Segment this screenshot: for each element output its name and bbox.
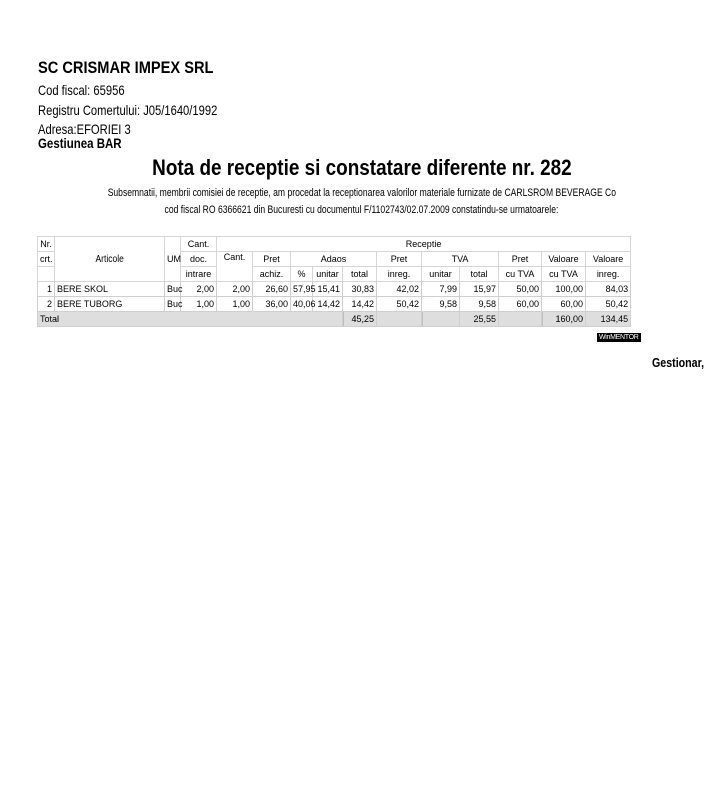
- col-header-cant-doc-2: doc.: [181, 252, 217, 267]
- intro-line-2-text: cod fiscal RO 6366621 din Bucuresti cu documentul F/1102743/02.07.2009 constatindu-se urmatoarele:: [164, 204, 559, 216]
- totals-empty: [499, 312, 542, 327]
- cell-cant: 2,00: [217, 282, 253, 297]
- cell-adaos-pct: 57,95: [291, 282, 313, 297]
- trade-registry-text: Registru Comertului: J05/1640/1992: [38, 102, 218, 118]
- cell-pret-cu-tva: 50,00: [499, 282, 542, 297]
- company-name-text: SC CRISMAR IMPEX SRL: [38, 58, 214, 77]
- address-text: Adresa:EFORIEI 3: [38, 121, 131, 137]
- cell-valoare-cu-tva: 60,00: [542, 297, 586, 312]
- cell-tva-total: 9,58: [460, 297, 499, 312]
- intro-line-1: [0, 187, 723, 199]
- totals-adaos-total: 45,25: [343, 312, 377, 327]
- cell-tva-unitar: 7,99: [422, 282, 460, 297]
- cell-adaos-total: 14,42: [343, 297, 377, 312]
- intro-line-1-text: Subsemnatii, membrii comisiei de receptie, am procedat la receptionarea valorilor materiale furnizate de CARLSROM BEVERAGE Co: [107, 187, 616, 199]
- cell-adaos-total: 30,83: [343, 282, 377, 297]
- fiscal-code-text: Cod fiscal: 65956: [38, 82, 125, 98]
- col-header-cant: Cant.: [217, 252, 253, 282]
- cell-pret-achiz: 36,00: [253, 297, 291, 312]
- manager-signature-label: [652, 355, 716, 370]
- trade-registry: [38, 102, 262, 118]
- col-header-pret-achiz-2: achiz.: [253, 267, 291, 282]
- software-brand-label: WinMENTOR: [599, 334, 639, 341]
- col-header-pret-inreg: Pret: [377, 252, 422, 267]
- col-header-tva-total: total: [460, 267, 499, 282]
- totals-valoare-inreg: 134,45: [586, 312, 631, 327]
- col-header-adaos-pct: %: [291, 267, 313, 282]
- col-header-articole-text: Articole: [95, 253, 124, 265]
- totals-valoare-cu-tva: 160,00: [542, 312, 586, 327]
- cell-um: Buc: [165, 282, 181, 297]
- cell-articol: BERE SKOL: [55, 282, 165, 297]
- cell-pret-inreg: 42,02: [377, 282, 422, 297]
- col-header-pret-cu-tva: Pret: [499, 252, 542, 267]
- totals-row: [38, 312, 631, 327]
- totals-empty: [422, 312, 460, 327]
- cell-valoare-cu-tva: 100,00: [542, 282, 586, 297]
- cell-adaos-pct: 40,06: [291, 297, 313, 312]
- cell-pret-achiz: 26,60: [253, 282, 291, 297]
- company-name: [38, 58, 242, 78]
- cell-cant-doc: 1,00: [181, 297, 217, 312]
- table-row: [38, 282, 631, 297]
- cell-tva-total: 15,97: [460, 282, 499, 297]
- totals-label: Total: [38, 312, 343, 327]
- col-header-blank: [38, 267, 55, 282]
- cell-cant-doc: 2,00: [181, 282, 217, 297]
- reception-table: [37, 236, 631, 327]
- cell-tva-unitar: 9,58: [422, 297, 460, 312]
- cell-um: Buc: [165, 297, 181, 312]
- manager-signature-text: Gestionar,: [652, 355, 705, 370]
- cell-valoare-inreg: 84,03: [586, 282, 631, 297]
- col-header-adaos-total: total: [343, 267, 377, 282]
- col-header-tva-unitar: unitar: [422, 267, 460, 282]
- cell-valoare-inreg: 50,42: [586, 297, 631, 312]
- table-header-row-1: [38, 237, 631, 252]
- document-title: [0, 155, 723, 181]
- table-row: [38, 297, 631, 312]
- col-header-adaos: Adaos: [291, 252, 377, 267]
- cell-nr: 2: [38, 297, 55, 312]
- col-header-articole: [55, 237, 165, 282]
- management-unit: [38, 135, 140, 151]
- col-header-nr: Nr.: [38, 237, 55, 252]
- col-header-valoare-inreg: Valoare: [586, 252, 631, 267]
- cell-articol: BERE TUBORG: [55, 297, 165, 312]
- col-header-pret-inreg-2: inreg.: [377, 267, 422, 282]
- col-header-um: UM: [165, 237, 181, 282]
- cell-pret-inreg: 50,42: [377, 297, 422, 312]
- col-header-valoare-cu-tva: Valoare: [542, 252, 586, 267]
- col-header-adaos-unitar: unitar: [313, 267, 343, 282]
- cell-pret-cu-tva: 60,00: [499, 297, 542, 312]
- management-unit-text: Gestiunea BAR: [38, 135, 122, 151]
- totals-tva-total: 25,55: [460, 312, 499, 327]
- cell-cant: 1,00: [217, 297, 253, 312]
- cell-adaos-unitar: 15,41: [313, 282, 343, 297]
- col-header-cant-doc: Cant.: [181, 237, 217, 252]
- col-header-crt: crt.: [38, 252, 55, 267]
- cell-nr: 1: [38, 282, 55, 297]
- col-header-valoare-inreg-2: inreg.: [586, 267, 631, 282]
- col-header-pret-achiz: Pret: [253, 252, 291, 267]
- intro-line-2: [0, 204, 723, 216]
- col-header-tva: TVA: [422, 252, 499, 267]
- col-header-cant-doc-3: intrare: [181, 267, 217, 282]
- col-header-valoare-cu-tva-2: cu TVA: [542, 267, 586, 282]
- col-header-pret-cu-tva-2: cu TVA: [499, 267, 542, 282]
- col-header-receptie: Receptie: [217, 237, 631, 252]
- cell-adaos-unitar: 14,42: [313, 297, 343, 312]
- document-title-text: Nota de receptie si constatare diferente nr. 282: [151, 155, 572, 180]
- fiscal-code: [38, 82, 146, 98]
- totals-empty: [377, 312, 422, 327]
